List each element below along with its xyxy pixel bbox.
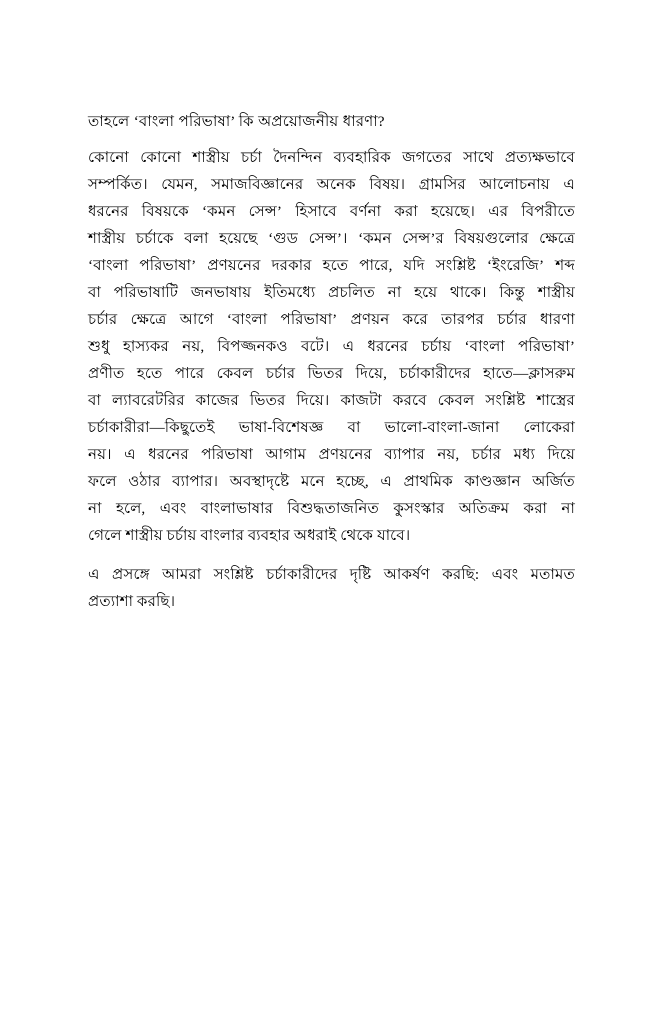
text-line: ধরনের বিষয়কে ‘কমন সেন্স’ হিসাবে বর্ণনা করা হয়েছে। এর বিপরীতে	[88, 203, 575, 220]
text-line: শাস্ত্রীয় চর্চাকে বলা হয়েছে ‘গুড সেন্স’। ‘কমন সেন্স’র বিষয়গুলোর ক্ষেত্রে	[88, 230, 575, 247]
text-line: বা পরিভাষাটি জনভাষায় ইতিমধ্যে প্রচলিত না হয়ে থাকে। কিন্তু শাস্ত্রীয়	[88, 284, 575, 301]
text-line: প্রণীত হতে পারে কেবল চর্চার ভিতর দিয়ে, চর্চাকারীদের হাতে—ক্লাসরুম	[88, 365, 575, 382]
text-line: চর্চাকারীরা—কিছুতেই ভাষা-বিশেষজ্ঞ বা ভালো-বাংলা-জানা লোকেরা	[88, 419, 575, 436]
text-line: বা ল্যাবরেটরির কাজের ভিতর দিয়ে। কাজটা করবে কেবল সংশ্লিষ্ট শাস্ত্রের	[88, 392, 575, 409]
text-line: সম্পর্কিত। যেমন, সমাজবিজ্ঞানের অনেক বিষয়। গ্রামসির আলোচনায় এ	[88, 176, 575, 193]
text-line: শুধু হাস্যকর নয়, বিপজ্জনকও বটে। এ ধরনের চর্চায় ‘বাংলা পরিভাষা’	[88, 338, 575, 355]
text-line: এ প্রসঙ্গে আমরা সংশ্লিষ্ট চর্চাকারীদের দৃষ্টি আকর্ষণ করছি: এবং মতামত	[88, 566, 575, 583]
text-line: প্রত্যাশা করছি।	[88, 593, 176, 610]
body-paragraph-1	[88, 144, 575, 549]
text-line: চর্চার ক্ষেত্রে আগে ‘বাংলা পরিভাষা’ প্রণয়ন করে তারপর চর্চার ধারণা	[88, 311, 575, 328]
text-line: না হলে, এবং বাংলাভাষার বিশুদ্ধতাজনিত কুসংস্কার অতিক্রম করা না	[88, 500, 575, 517]
text-line: নয়। এ ধরনের পরিভাষা আগাম প্রণয়নের ব্যাপার নয়, চর্চার মধ্য দিয়ে	[88, 446, 575, 463]
text-line: ‘বাংলা পরিভাষা’ প্রণয়নের দরকার হতে পারে, যদি সংশ্লিষ্ট ‘ইংরেজি’ শব্দ	[88, 257, 575, 274]
text-line: কোনো কোনো শাস্ত্রীয় চর্চা দৈনন্দিন ব্যবহারিক জগতের সাথে প্রত্যক্ষভাবে	[88, 149, 575, 166]
text-line: ফলে ওঠার ব্যাপার। অবস্থাদৃষ্টে মনে হচ্ছে, এ প্রাথমিক কাণ্ডজ্ঞান অর্জিত	[88, 473, 575, 490]
page-heading: তাহলে ‘বাংলা পরিভাষা’ কি অপ্রয়োজনীয় ধারণা?	[88, 113, 385, 130]
text-line: গেলে শাস্ত্রীয় চর্চায় বাংলার ব্যবহার অধরাই থেকে যাবে।	[88, 527, 411, 544]
body-paragraph-2	[88, 561, 575, 615]
text-block	[88, 108, 575, 615]
